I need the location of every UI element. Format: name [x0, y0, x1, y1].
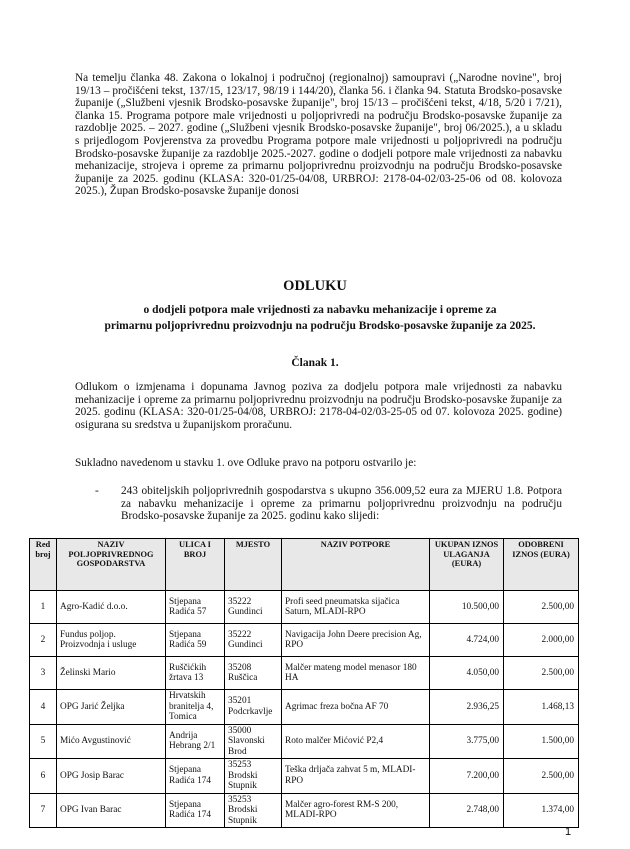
- cell-name: Želinski Mario: [57, 657, 166, 690]
- table-row: [30, 690, 579, 725]
- cell-approved: 2.500,00: [504, 657, 579, 690]
- table-row: [30, 591, 579, 624]
- cell-no: 1: [30, 591, 57, 624]
- cell-total: 10.500,00: [430, 591, 504, 624]
- cell-name: OPG Jarić Željka: [57, 690, 166, 725]
- cell-name: Fundus poljop. Proizvodnja i usluge: [57, 624, 166, 657]
- table-row: [30, 657, 579, 690]
- decision-title: ODLUKU: [283, 278, 347, 294]
- cell-approved: 1.468,13: [504, 690, 579, 725]
- table-row: [30, 793, 579, 828]
- article-paragraph-1: Odlukom o izmjenama i dopunama Javnog poziva za dodjelu potpora male vrijednosti za nabavku mehanizacije i opreme za primarnu poljoprivrednu proizvodnju na području Brodsko-posavske županije za 2025. godinu (KLASA: 320-01/25-04/08, URBROJ: 2178-04-02/03-25-05 od 07. kolovoza 2025. godine) osigurana su sredstva u županijskom proračunu.: [75, 381, 562, 431]
- header-approved: ODOBRENI IZNOS (EURA): [504, 539, 579, 591]
- cell-place: 35253 Brodski Stupnik: [225, 793, 282, 828]
- cell-aid: Agrimac freza bočna AF 70: [282, 690, 430, 725]
- cell-place: 35208 Ruščica: [225, 657, 282, 690]
- cell-street: Hrvatskih branitelja 4, Tomica: [166, 690, 225, 725]
- cell-aid: Malčer mateng model menasor 180 HA: [282, 657, 430, 690]
- header-aid: NAZIV POTPORE: [282, 539, 430, 591]
- cell-aid: Navigacija John Deere precision Ag, RPO: [282, 624, 430, 657]
- subtitle-line-1: o dodjeli potpora male vrijednosti za nabavku mehanizacije i opreme za: [143, 304, 497, 316]
- cell-street: Stjepana Radića 174: [166, 793, 225, 828]
- cell-total: 3.775,00: [430, 724, 504, 759]
- cell-no: 6: [30, 759, 57, 794]
- cell-approved: 2.500,00: [504, 591, 579, 624]
- cell-no: 2: [30, 624, 57, 657]
- cell-total: 7.200,00: [430, 759, 504, 794]
- beneficiaries-table: [29, 538, 579, 828]
- cell-place: 35253 Brodski Stupnik: [225, 759, 282, 794]
- cell-name: OPG Josip Barac: [57, 759, 166, 794]
- article-heading: Članak 1.: [291, 357, 339, 369]
- cell-street: Ruščićkih žrtava 13: [166, 657, 225, 690]
- cell-total: 4.724,00: [430, 624, 504, 657]
- cell-approved: 2.000,00: [504, 624, 579, 657]
- bullet-dash: -: [95, 485, 99, 497]
- article-paragraph-2: Sukladno navedenom u stavku 1. ove Odluke pravo na potporu ostvarilo je:: [75, 457, 417, 469]
- cell-no: 3: [30, 657, 57, 690]
- table-row: [30, 724, 579, 759]
- cell-place: 35000 Slavonski Brod: [225, 724, 282, 759]
- cell-street: Andrija Hebrang 2/1: [166, 724, 225, 759]
- cell-place: 35222 Gundinci: [225, 624, 282, 657]
- cell-street: Stjepana Radića 57: [166, 591, 225, 624]
- header-street: ULICA I BROJ: [166, 539, 225, 591]
- header-total: UKUPAN IZNOS ULAGANJA (EURA): [430, 539, 504, 591]
- table-header-row: [30, 539, 579, 591]
- page-number: 1: [565, 826, 572, 838]
- cell-total: 2.936,25: [430, 690, 504, 725]
- cell-total: 4.050,00: [430, 657, 504, 690]
- cell-place: 35201 Podcrkavlje: [225, 690, 282, 725]
- decision-subtitle: [60, 303, 580, 334]
- cell-name: OPG Ivan Barac: [57, 793, 166, 828]
- cell-place: 35222 Gundinci: [225, 591, 282, 624]
- cell-approved: 2.500,00: [504, 759, 579, 794]
- cell-street: Stjepana Radića 59: [166, 624, 225, 657]
- subtitle-line-2: primarnu poljoprivrednu proizvodnju na području Brodsko-posavske županije za 2025.: [104, 319, 536, 332]
- cell-no: 7: [30, 793, 57, 828]
- cell-no: 5: [30, 724, 57, 759]
- cell-approved: 1.500,00: [504, 724, 579, 759]
- cell-approved: 1.374,00: [504, 793, 579, 828]
- cell-total: 2.748,00: [430, 793, 504, 828]
- bullet-text: 243 obiteljskih poljoprivrednih gospodarstva s ukupno 356.009,52 eura za MJERU 1.8. Potpora za nabavku mehanizacije i opreme za primarnu poljoprivrednu proizvodnju na području Brodsko-posavske županije za 2025. godinu kako slijedi:: [121, 485, 562, 523]
- cell-aid: Roto malčer Mićović P2,4: [282, 724, 430, 759]
- cell-aid: Teška drljača zahvat 5 m, MLADI-RPO: [282, 759, 430, 794]
- header-place: MJESTO: [225, 539, 282, 591]
- cell-no: 4: [30, 690, 57, 725]
- cell-name: Mićo Avgustinović: [57, 724, 166, 759]
- preamble-paragraph: Na temelju članka 48. Zakona o lokalnoj i područnoj (regionalnoj) samoupravi („Narodne novine", broj 19/13 – pročišćeni tekst, 137/15, 123/17, 98/19 i 144/20), članka 56. i članka 94. Statuta Brodsko-posavske županije („Službeni vjesnik Brodsko-posavske županije", broj 15/13 – pročišćeni tekst, 4/18, 5/20 i 7/21), članka 15. Programa potpore male vrijednosti u poljoprivredi na području Brodsko-posavske županije za razdoblje 2025. – 2027. godine („Službeni vjesnik Brodsko-posavske županije", broj 06/2025.), a u skladu s prijedlogom Povjerenstva za provedbu Programa potpore male vrijednosti u poljoprivredi na području Brodsko-posavske županije za razdoblje 2025.-2027. godine o dodjeli potpore male vrijednosti za nabavku mehanizacije, strojeva i opreme za primarnu poljoprivrednu proizvodnju na području Brodsko-posavske županije za 2025. godinu (KLASA: 320-01/25-04/08, URBROJ: 2178-04-02/03-25-06 od 08. kolovoza 2025.), Župan Brodsko-posavske županije donosi: [75, 72, 562, 198]
- cell-name: Agro-Kadić d.o.o.: [57, 591, 166, 624]
- cell-street: Stjepana Radića 174: [166, 759, 225, 794]
- header-no: Red broj: [30, 539, 57, 591]
- table-row: [30, 624, 579, 657]
- header-name: NAZIV POLJOPRIVREDNOG GOSPODARSTVA: [57, 539, 166, 591]
- table-row: [30, 759, 579, 794]
- cell-aid: Profi seed pneumatska sijačica Saturn, MLADI-RPO: [282, 591, 430, 624]
- cell-aid: Malčer agro-forest RM-S 200, MLADI-RPO: [282, 793, 430, 828]
